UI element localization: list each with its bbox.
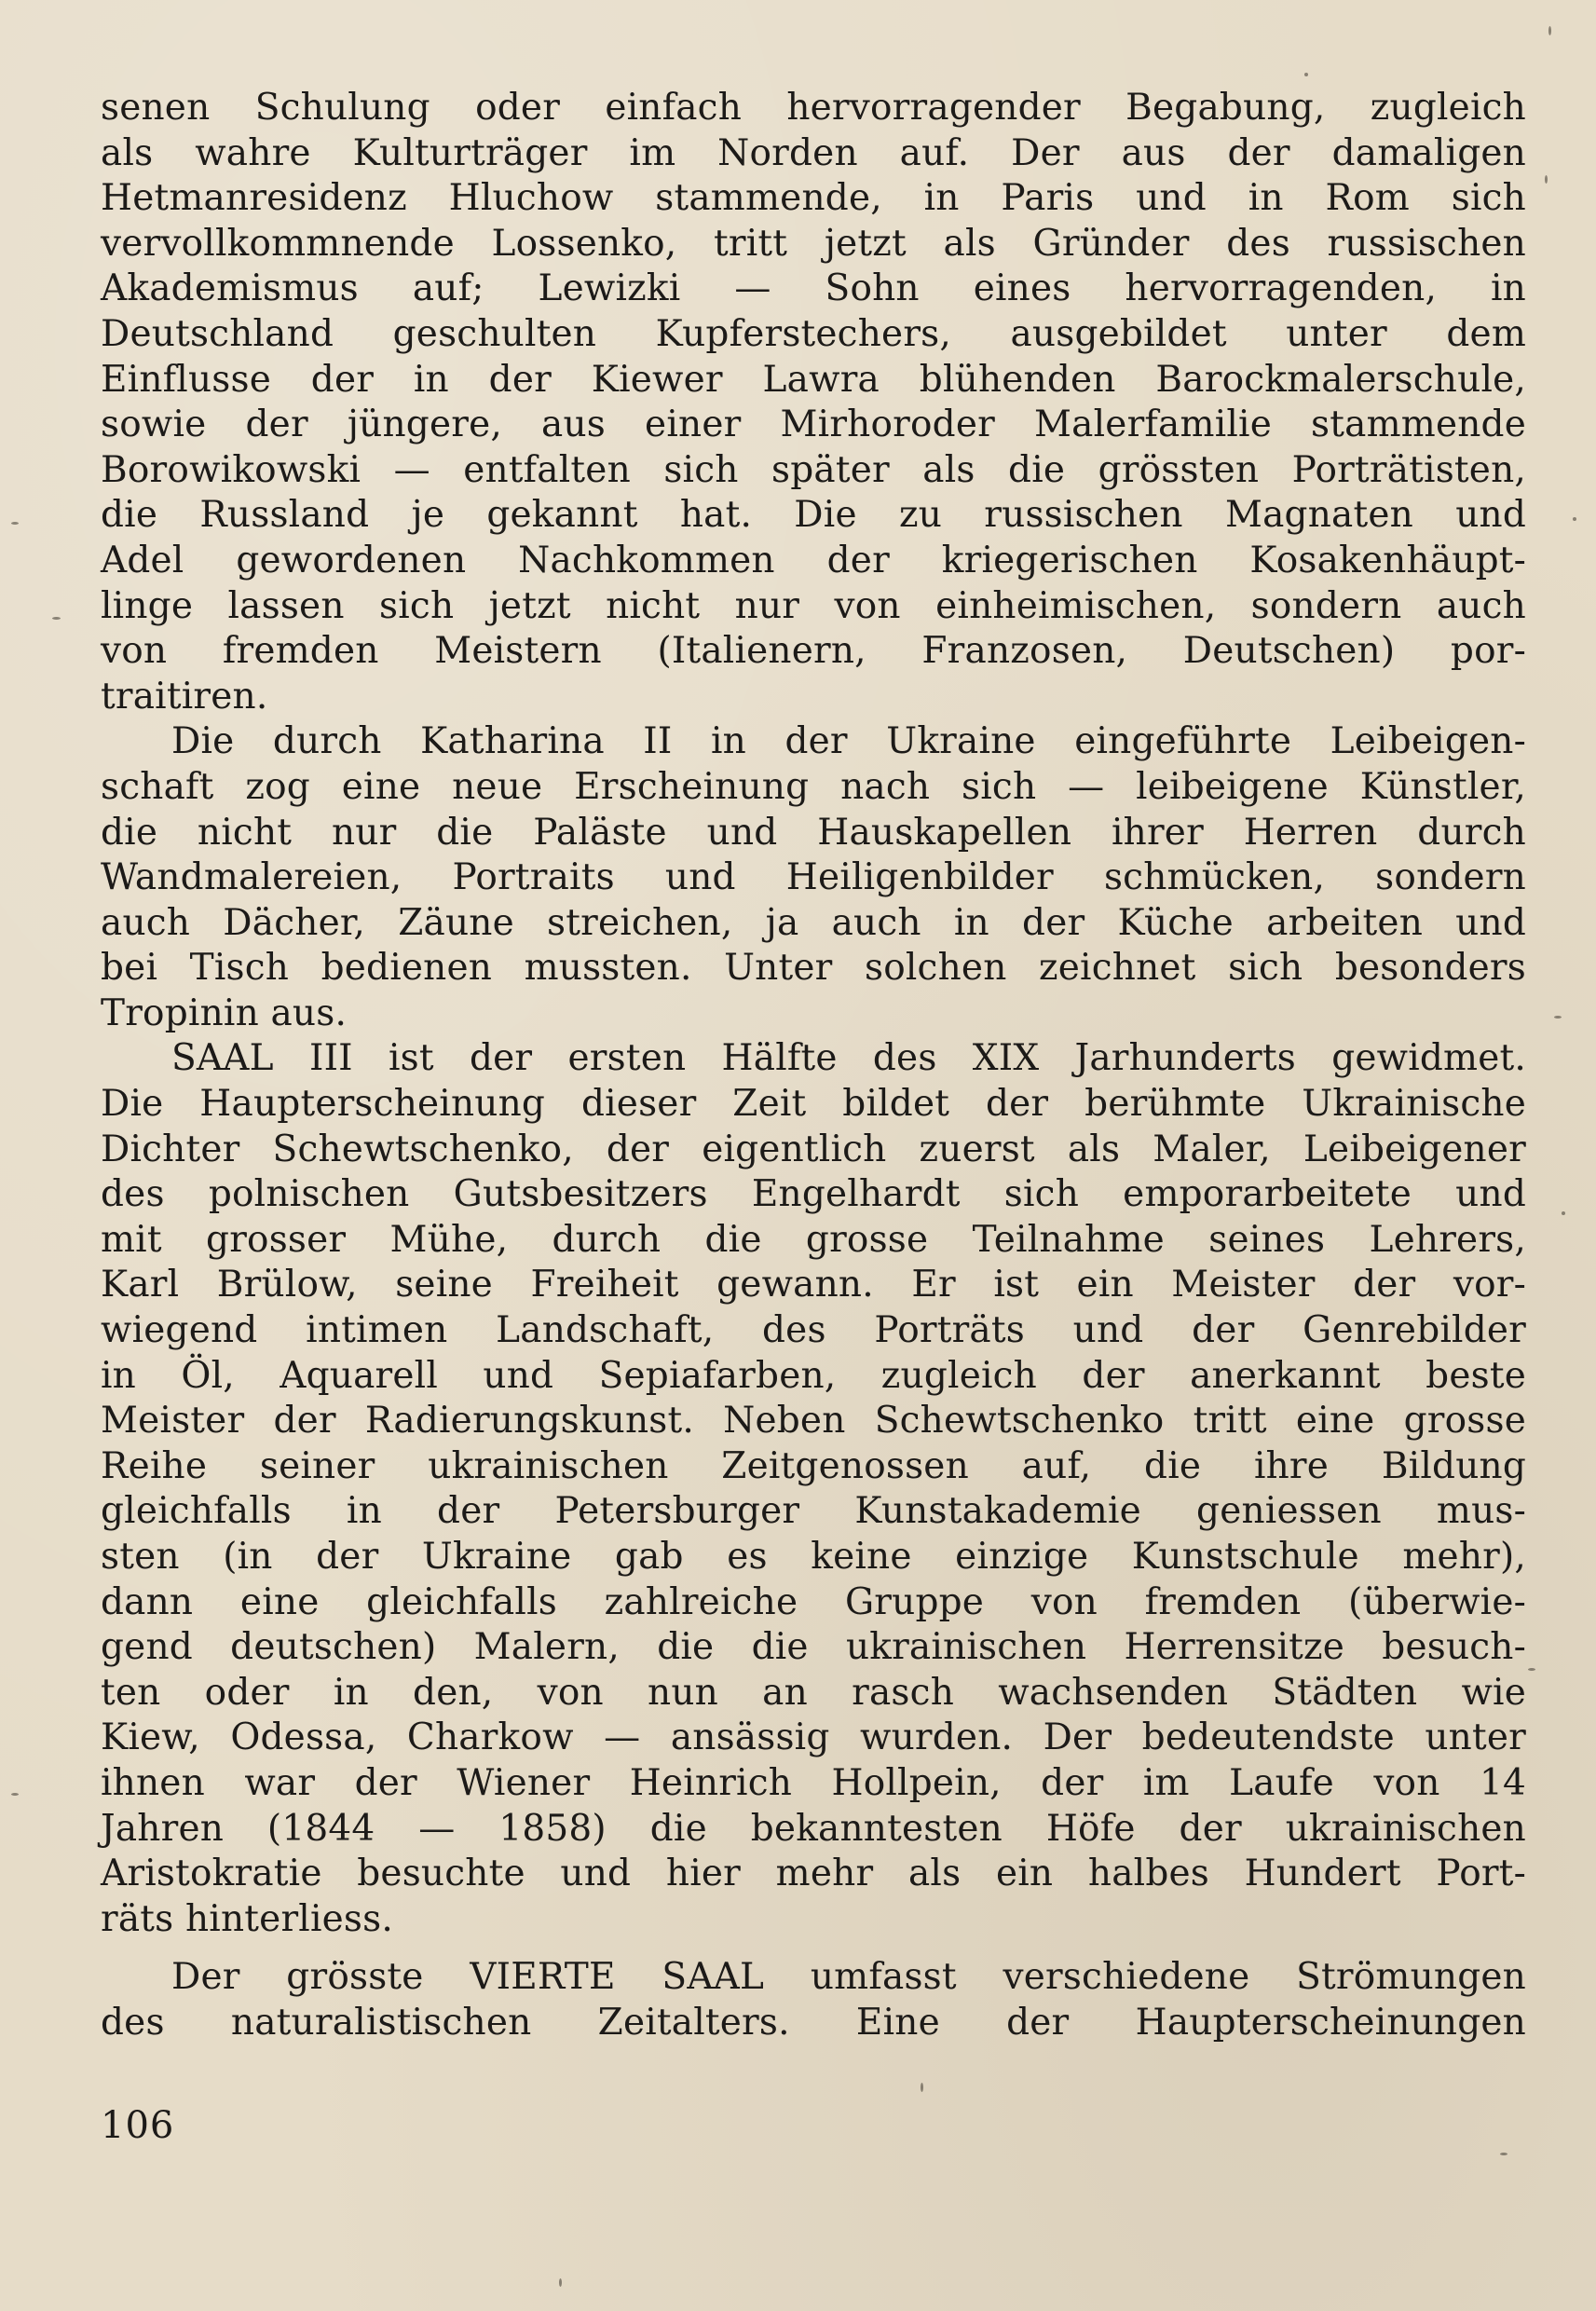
text-line: mit grosser Mühe, durch die grosse Teilnahme seines Lehrers, (101, 1218, 1526, 1261)
text-line: auch Dächer, Zäune streichen, ja auch in der Küche arbeiten und (101, 901, 1526, 944)
text-line: Die durch Katharina II in der Ukraine eingeführte Leibeigen- (171, 720, 1526, 763)
text-line: Aristokratie besuchte und hier mehr als ein halbes Hundert Port- (101, 1853, 1526, 1895)
paragraph-gap (101, 1942, 1526, 1955)
body-text (101, 86, 1526, 2046)
paper-speck (1500, 2153, 1507, 2155)
text-line: Die Haupterscheinung dieser Zeit bildet der berühmte Ukrainische (101, 1083, 1526, 1126)
text-line: SAAL III ist der ersten Hälfte des XIX Jarhunderts gewidmet. (171, 1037, 1526, 1080)
text-line: vervollkommnende Lossenko, tritt jetzt als Gründer des russischen (101, 222, 1526, 265)
text-line: Tropinin aus. (101, 991, 348, 1034)
text-line: Einflusse der in der Kiewer Lawra blühenden Barockmalerschule, (101, 358, 1526, 401)
text-line: wiegend intimen Landschaft, des Porträts und der Genrebilder (101, 1309, 1526, 1352)
text-line: schaft zog eine neue Erscheinung nach sich — leibeigene Künstler, (101, 765, 1526, 808)
text-line: dann eine gleichfalls zahlreiche Gruppe von fremden (überwie- (101, 1580, 1526, 1623)
paper-speck (1545, 175, 1548, 184)
paper-speck (52, 617, 61, 620)
page-number: 106 (101, 2104, 175, 2147)
paper-speck (1573, 517, 1576, 521)
text-line: sowie der jüngere, aus einer Mirhoroder Malerfamilie stammende (101, 403, 1526, 446)
paragraph-2 (101, 719, 1526, 1036)
text-line: Wandmalereien, Portraits und Heiligenbilder schmücken, sondern (101, 856, 1526, 899)
text-line: Dichter Schewtschenko, der eigentlich zuerst als Maler, Leibeigener (101, 1128, 1526, 1170)
text-line: Der grösste VIERTE SAAL umfasst verschiedene Strömungen (171, 1956, 1526, 1999)
paper-speck (11, 1793, 19, 1796)
paragraph-3 (101, 1036, 1526, 1942)
text-line: räts hinterliess. (101, 1897, 393, 1940)
paper-speck (11, 522, 19, 525)
text-line: Borowikowski — entfalten sich später als die grössten Porträtisten, (101, 448, 1526, 491)
text-line: Akademismus auf; Lewizki — Sohn eines hervorragenden, in (101, 267, 1526, 310)
text-line: linge lassen sich jetzt nicht nur von einheimischen, sondern auch (101, 584, 1526, 627)
paper-speck (921, 2083, 923, 2092)
text-line: gend deutschen) Malern, die die ukrainischen Herrensitze besuch- (101, 1626, 1526, 1669)
text-line: des polnischen Gutsbesitzers Engelhardt sich emporarbeitete und (101, 1173, 1526, 1216)
paper-speck (559, 2278, 562, 2287)
text-line: in Öl, Aquarell und Sepiafarben, zugleich der anerkannt beste (101, 1354, 1526, 1397)
text-line: Meister der Radierungskunst. Neben Schewtschenko tritt eine grosse (101, 1400, 1526, 1443)
text-line: Jahren (1844 — 1858) die bekanntesten Höfe der ukrainischen (101, 1807, 1526, 1850)
text-line: ihnen war der Wiener Heinrich Hollpein, der im Laufe von 14 (101, 1761, 1526, 1804)
text-line: Kiew, Odessa, Charkow — ansässig wurden. Der bedeutendste unter (101, 1716, 1526, 1759)
text-line: als wahre Kulturträger im Norden auf. Der aus der damaligen (101, 131, 1526, 174)
text-line: gleichfalls in der Petersburger Kunstakademie geniessen mus- (101, 1490, 1526, 1533)
text-line: Deutschland geschulten Kupferstechers, ausgebildet unter dem (101, 312, 1526, 355)
text-line: Karl Brülow, seine Freiheit gewann. Er ist ein Meister der vor- (101, 1264, 1526, 1306)
text-line: die Russland je gekannt hat. Die zu russischen Magnaten und (101, 494, 1526, 537)
text-line: senen Schulung oder einfach hervorragender Begabung, zugleich (101, 87, 1526, 129)
paper-speck (1548, 26, 1551, 35)
paper-speck (1304, 73, 1308, 76)
text-line: Adel gewordenen Nachkommen der kriegerischen Kosakenhäupt- (101, 539, 1526, 581)
paragraph-4 (101, 1955, 1526, 2045)
paper-speck (1528, 1668, 1535, 1671)
text-line: des naturalistischen Zeitalters. Eine der Haupterscheinungen (101, 2001, 1526, 2044)
text-line: Reihe seiner ukrainischen Zeitgenossen auf, die ihre Bildung (101, 1444, 1526, 1487)
text-line: sten (in der Ukraine gab es keine einzige Kunstschule mehr), (101, 1536, 1526, 1578)
text-line: traitiren. (101, 675, 268, 718)
text-line: ten oder in den, von nun an rasch wachsenden Städten wie (101, 1671, 1526, 1714)
text-line: bei Tisch bedienen mussten. Unter solchen zeichnet sich besonders (101, 947, 1526, 990)
paragraph-1 (101, 86, 1526, 719)
text-line: die nicht nur die Paläste und Hauskapellen ihrer Herren durch (101, 811, 1526, 854)
paper-speck (1554, 1016, 1562, 1019)
paper-speck (1562, 1211, 1565, 1215)
text-line: Hetmanresidenz Hluchow stammende, in Paris und in Rom sich (101, 177, 1526, 220)
text-line: von fremden Meistern (Italienern, Franzosen, Deutschen) por- (101, 630, 1526, 673)
